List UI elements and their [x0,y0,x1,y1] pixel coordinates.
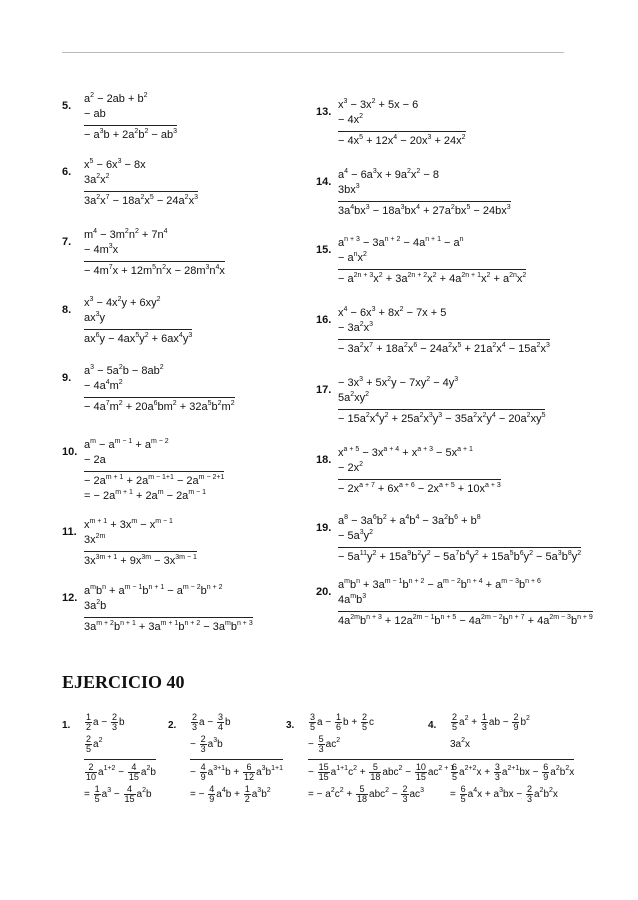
expression-line: − $4a^7m^2 + 20a^6bm^2 + 32a^5b^2m^2$ [84,400,235,413]
problem-number: 1. [62,720,71,731]
expression-line: − $\frac{4}{9}$ $a^{3+1}b$ + $\frac{6}{12}$ $a^3b^{1+1}$ [190,761,283,782]
expression-line: $\frac{2}{5}$ $a^2$ [86,733,103,754]
expression-line: $3a^{m + 2}b^{n + 1} + 3a^{m + 1}b^{n + 2} - 3a^mb^{n + 3}$ [84,620,253,633]
product-rule [338,269,526,270]
product-rule [450,759,574,760]
expression-line: $a^mb^n + a^{m - 1}b^{n + 1} - a^{m - 2}b^{n + 2}$ [84,584,223,597]
expression-line: $3bx^3$ [338,183,360,196]
expression-line: − $2x^{a + 7} + 6x^{a + 6} - 2x^{a + 5} + 10x^{a + 3}$ [338,482,501,495]
product-rule [84,471,224,472]
problem-number: 6. [62,166,72,178]
problem-number: 16. [316,314,332,326]
product-rule [84,617,253,618]
expression-line: − 2a [84,454,106,466]
expression-line: $\frac{6}{5}$ $a^{2+2}x$ + $\frac{3}{3}$ $a^{2+1}bx$ − $\frac{6}{9}$ $a^2b^2x$ [452,761,575,782]
expression-line: − $a^nx^2$ [338,251,367,264]
product-rule [84,191,198,192]
expression-line: − $\frac{2}{3}$ $a^3b$ [190,733,223,754]
expression-line: $x^5 - 6x^3 - 8x$ [84,158,146,171]
product-rule [84,329,192,330]
expression-line: $3a^2b$ [84,599,107,612]
problem-number: 19. [316,522,332,534]
product-rule [338,339,550,340]
expression-line: $x^3 - 3x^2 + 5x - 6$ [338,98,419,111]
product-rule [84,551,197,552]
expression-line: $a^2 - 2ab + b^2$ [84,92,148,105]
expression-line: $a^4 - 6a^3x + 9a^2x^2 - 8$ [338,168,439,181]
product-rule [338,409,545,410]
problem-number: 20. [316,586,332,598]
expression-line: − $4m^3x$ [84,243,119,256]
expression-line: − $a^3b + 2a^2b^2 - ab^3$ [84,128,178,141]
expression-line: $3a^2x$ [450,737,471,750]
expression-line: − $5a^3y^2$ [338,529,374,542]
expression-line: = − $2a^{m + 1} + 2a^m - 2a^{m - 1}$ [84,489,207,502]
expression-line: − $5a^{11}y^2 + 15a^9b^2y^2 - 5a^7b^4y^2 + 15a^5b^6y^2 - 5a^3b^8y^2$ [338,550,582,563]
top-rule [62,52,564,53]
problem-number: 8. [62,304,72,316]
problem-number: 15. [316,244,332,256]
expression-line: $\frac{1}{2}$ a − $\frac{2}{3}$ b [86,711,125,732]
expression-line: − $2x^2$ [338,461,364,474]
expression-line: − $15a^2x^4y^2 + 25a^2x^3y^3 - 35a^2x^2y^4 - 20a^2xy^5$ [338,412,546,425]
expression-line: $\frac{2}{5}$ $a^2$ + $\frac{1}{3}$ ab − $\frac{2}{9}$ $b^2$ [452,711,530,732]
problem-number: 4. [428,720,437,731]
expression-line: − $2a^{m + 1} + 2a^{m - 1+1} - 2a^{m - 2+1}$ [84,474,225,487]
problem-number: 3. [286,720,295,731]
product-rule [84,125,177,126]
problem-number: 18. [316,454,332,466]
expression-line: $x^4 - 6x^3 + 8x^2 - 7x + 5$ [338,306,447,319]
expression-line: $a^3 - 5a^2b - 8ab^2$ [84,364,164,377]
problem-number: 7. [62,236,72,248]
product-rule [308,759,454,760]
problem-number: 13. [316,106,332,118]
expression-line: $3x^{3m + 1} + 9x^{3m} - 3x^{3m - 1}$ [84,554,197,567]
problem-number: 14. [316,176,332,188]
expression-line: $ax^3y$ [84,311,106,324]
expression-line: $a^8 - 3a^6b^2 + a^4b^4 - 3a^2b^6 + b^8$ [338,514,481,527]
expression-line: = − $a^2c^2$ + $\frac{5}{18}$ abc$^2$ − $\frac{2}{3}$ $ac^3$ [308,783,424,804]
expression-line: − $3a^2x^7 + 18a^2x^6 - 24a^2x^5 + 21a^2x^4 - 15a^2x^3$ [338,342,550,355]
expression-line: $a^m - a^{m - 1} + a^{m - 2}$ [84,438,169,451]
expression-line: $3x^{2m}$ [84,533,106,546]
expression-line: $\frac{2}{3}$ a − $\frac{3}{4}$ b [192,711,231,732]
expression-line: $3a^2x^2$ [84,173,110,186]
expression-line: $a^mb^n + 3a^{m - 1}b^{n + 2} - a^{m - 2}b^{n + 4} + a^{m - 3}b^{n + 6}$ [338,578,541,591]
product-rule [84,261,225,262]
problem-number: 12. [62,592,78,604]
product-rule [84,759,156,760]
expression-line: $a^{n + 3} - 3a^{n + 2} - 4a^{n + 1} - a^n$ [338,236,464,249]
expression-line: $4a^{2m}b^{n + 3} + 12a^{2m - 1}b^{n + 5} - 4a^{2m - 2}b^{n + 7} + 4a^{2m - 3}b^{n + 9}$ [338,614,593,627]
expression-line: − $\frac{5}{3}$ $ac^2$ [308,733,341,754]
expression-line: = $\frac{1}{5}$ $a^3$ − $\frac{4}{15}$ $a^2b$ [84,783,152,804]
expression-line: − $4x^2$ [338,113,364,126]
expression-line: − $\frac{15}{15}$ $a^{1+1}c^2$ + $\frac{5}{18}$ abc$^2$ − $\frac{10}{15}$ $ac^{2 + 1}$ [308,761,455,782]
product-rule [338,547,581,548]
product-rule [338,201,511,202]
problem-number: 10. [62,446,78,458]
expression-line: $4a^mb^3$ [338,593,367,606]
expression-line: − ab [84,108,106,120]
section-title: EJERCICIO 40 [62,672,185,692]
expression-line: $\frac{3}{5}$ a − $\frac{1}{6}$ b + $\frac{2}{5}$ c [310,711,374,732]
product-rule [338,611,593,612]
problem-number: 2. [168,720,177,731]
expression-line: − $3a^2x^3$ [338,321,374,334]
expression-line: $\frac{2}{10}$ $a^{1+2}$ − $\frac{4}{15}$ $a^2b$ [86,761,156,782]
problem-number: 5. [62,100,72,112]
expression-line: $x^3 - 4x^2y + 6xy^2$ [84,296,161,309]
product-rule [338,131,466,132]
problem-number: 11. [62,526,77,538]
expression-line: − $4a^4m^2$ [84,379,123,392]
product-rule [190,759,283,760]
problem-number: 17. [316,384,332,396]
product-rule [338,479,501,480]
product-rule [84,397,235,398]
expression-line: $3a^2x^7 - 18a^2x^5 - 24a^2x^3$ [84,194,198,207]
expression-line: − $3x^3 + 5x^2y - 7xy^2 - 4y^3$ [338,376,459,389]
expression-line: $x^{a + 5} - 3x^{a + 4} + x^{a + 3} - 5x^{a + 1}$ [338,446,473,459]
expression-line: − $4x^5 + 12x^4 - 20x^3 + 24x^2$ [338,134,466,147]
expression-line: $m^4 - 3m^2n^2 + 7n^4$ [84,228,168,241]
expression-line: − $a^{2n + 3}x^2 + 3a^{2n + 2}x^2 + 4a^{2n + 1}x^2 + a^{2n}x^2$ [338,272,527,285]
expression-line: $x^{m + 1} + 3x^m - x^{m - 1}$ [84,518,173,531]
expression-line: $5a^2xy^2$ [338,391,370,404]
problem-number: 9. [62,372,72,384]
expression-line: $ax^6y - 4ax^5y^2 + 6ax^4y^3$ [84,332,193,345]
expression-line: $3a^4bx^3 - 18a^3bx^4 + 27a^2bx^5 - 24bx^3$ [338,204,511,217]
expression-line: = − $\frac{4}{9}$ $a^4b$ + $\frac{1}{2}$ $a^3b^2$ [190,783,271,804]
expression-line: = $\frac{6}{5}$ $a^4x + a^3bx$ − $\frac{2}{3}$ $a^2b^2x$ [450,783,558,804]
expression-line: − $4m^7x + 12m^5n^2x - 28m^3n^4x$ [84,264,225,277]
